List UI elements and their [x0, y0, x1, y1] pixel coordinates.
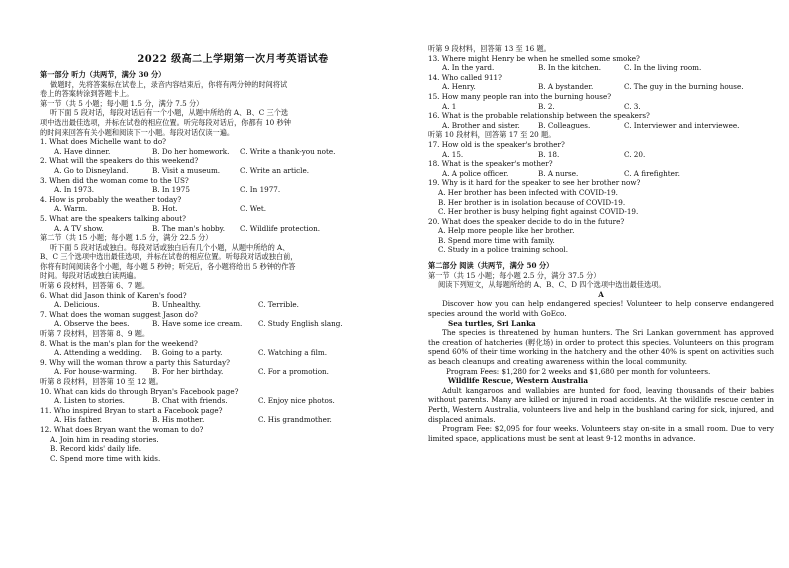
question: 11. Who inspired Bryan to start a Facebook page? — [40, 405, 223, 415]
options-row — [40, 367, 385, 377]
section-heading: 第一节（共 15 小题；每小题 2.5 分，满分 37.5 分） — [428, 270, 601, 280]
options-row — [40, 204, 385, 214]
options-row — [428, 63, 774, 73]
option-a: A. Have dinner. — [54, 146, 111, 156]
options-row — [428, 150, 774, 160]
options-row — [40, 185, 385, 195]
question: 19. Why is it hard for the speaker to see her brother now? — [428, 178, 641, 188]
instructions-line: 卷上的答案转涂到答题卡上。 — [40, 89, 134, 99]
option-b: B. Record kids' daily life. — [50, 444, 142, 454]
option-c: C. His grandmother. — [258, 415, 332, 425]
page-title: 2022 级高二上学期第一次月考英语试卷 — [137, 54, 329, 65]
options-row — [40, 319, 385, 329]
question: 12. What does Bryan want the woman to do? — [40, 424, 204, 434]
question: 18. What is the speaker's mother? — [428, 159, 553, 169]
options-row — [40, 300, 385, 310]
option-b: B. Spend more time with family. — [438, 235, 555, 245]
options-row — [40, 166, 385, 176]
option-b: B. The man's hobby. — [152, 223, 226, 233]
option-b: B. Going to a party. — [152, 348, 223, 358]
listen-instruction: 听第 9 段材料，回答第 13 至 16 题。 — [428, 44, 551, 53]
question: 13. Where might Henry be when he smelled some smoke? — [428, 53, 640, 63]
passage-paragraph: Adult kangaroos and wallabies are hunted for food, leaving thousands of their babies without parents. Many are killed or injured in road accidents. At the wildlife rescue center in Perth, Western Australia, volunteers live and help in the bushland caring for sick, injured, and displaced animals. — [428, 385, 774, 424]
question: 10. What can kids do through Bryan's Facebook page? — [40, 386, 239, 396]
option-b: B. Unhealthy. — [152, 300, 201, 310]
option-a: A. Attending a wedding. — [54, 348, 142, 358]
right-column — [428, 44, 774, 443]
option-b: B. Chat with friends. — [152, 396, 228, 406]
instructions-line: 做题时，先将答案标在试卷上，录音内容结束后，你将有两分钟的时间将试 — [50, 79, 288, 89]
option-a: A. A police officer. — [442, 168, 509, 178]
option-a: A. Brother and sister. — [442, 120, 520, 130]
section-text: 时间。每段对话或独白读两遍。 — [40, 271, 141, 281]
option-c: C. Interviewer and interviewee. — [624, 120, 740, 130]
option-b: B. Colleagues. — [538, 120, 591, 130]
option-a: A. Warm. — [54, 204, 88, 214]
options-row — [40, 415, 385, 425]
option-c: C. A firefighter. — [624, 168, 680, 178]
question: 7. What does the woman suggest Jason do? — [40, 309, 198, 319]
question: 3. When did the woman come to the US? — [40, 175, 189, 185]
passage-paragraph: Discover how you can help endangered species! Volunteer to help conserve endangered species around the world with GoEco. — [428, 299, 774, 319]
option-b: B. For her birthday. — [152, 367, 224, 377]
option-a: A. Listen to stories. — [54, 396, 125, 406]
option-b: B. Do her homework. — [152, 146, 230, 156]
option-b: B. In the kitchen. — [538, 63, 602, 73]
option-a: A. In 1973. — [54, 185, 95, 195]
option-c: C. Spend more time with kids. — [50, 453, 161, 463]
subheading: Sea turtles, Sri Lanka — [448, 318, 536, 328]
option-c: C. In the living room. — [624, 63, 702, 73]
options-row — [428, 169, 774, 179]
option-c: C. The guy in the burning house. — [624, 82, 744, 92]
passage-paragraph: The species is threatened by human hunters. The Sri Lankan government has approved the creation of hatcheries (孵化场) in order to protect this species. Volunteers on this program spend 60% of their time working in the hatchery and the other 40% is spent on activities such as beach cleanups and creating awareness within the local community. — [428, 328, 774, 366]
question: 17. How old is the speaker's brother? — [428, 139, 565, 149]
question: 16. What is the probable relationship between the speakers? — [428, 111, 650, 121]
option-a: A. 15. — [442, 149, 464, 159]
subheading: Wildlife Rescue, Western Australia — [448, 376, 589, 386]
option-a: A. Help more people like her brother. — [438, 226, 575, 236]
section-text: 听下面 5 段对话，每段对话后有一个小题，从题中所给的 A、B、C 三个选 — [50, 108, 289, 118]
options-row — [428, 82, 774, 92]
option-a: A. A TV show. — [54, 223, 104, 233]
listen-instruction: 听第 6 段材料，回答第 6、7 题。 — [40, 281, 150, 291]
reading-instruction: 阅读下列短文，从每题所给的 A、B、C、D 四个选项中选出最佳选项。 — [438, 280, 666, 290]
question: 20. What does the speaker decide to do in the future? — [428, 216, 625, 226]
option-b: B. A bystander. — [538, 82, 594, 92]
passage-label: A — [598, 289, 604, 299]
section-heading: 第一节（共 5 小题；每小题 1.5 分，满分 7.5 分） — [40, 98, 204, 108]
question: 2. What will the speakers do this weekend? — [40, 156, 199, 166]
program-fees: Program Fees: $1,280 for 2 weeks and $1,680 per month for volunteers. — [446, 366, 711, 376]
options-row — [40, 348, 385, 358]
section-text: 项中选出最佳选项，并标在试卷的相应位置。听完每段对话后，你都有 10 秒钟 — [40, 117, 291, 127]
option-c: C. Enjoy nice photos. — [258, 396, 335, 406]
options-row — [40, 396, 385, 406]
option-c: C. For a promotion. — [258, 367, 329, 377]
option-b: B. 18. — [538, 149, 560, 159]
option-c: C. Write an article. — [240, 165, 310, 175]
option-a: A. Her brother has been infected with COVID-19. — [438, 187, 618, 197]
option-c: C. Wildlife protection. — [240, 223, 321, 233]
options-row — [40, 224, 385, 234]
section-text: B、C 三个选项中选出最佳选项，并标在试卷的相应位置。听每段对话或独白前， — [40, 252, 298, 262]
question: 15. How many people ran into the burning house? — [428, 91, 612, 101]
option-a: A. His father. — [54, 415, 102, 425]
option-c: C. Her brother is busy helping fight against COVID-19. — [438, 207, 639, 217]
passage-paragraph: Program Fee: $2,095 for four weeks. Volunteers stay on-site in a small room. Due to very limited space, applications must be sent at least 9-12 months in advance. — [428, 424, 774, 443]
option-c: C. 20. — [624, 149, 646, 159]
question: 5. What are the speakers talking about? — [40, 213, 187, 223]
question: 8. What is the man's plan for the weekend? — [40, 338, 198, 348]
option-c: C. 3. — [624, 101, 641, 111]
question: 4. How is probably the weather today? — [40, 194, 182, 204]
option-a: A. Go to Disneyland. — [54, 165, 129, 175]
question: 6. What did Jason think of Karen's food? — [40, 290, 187, 300]
option-c: C. Study English slang. — [258, 319, 343, 329]
question: 9. Why will the woman throw a party this Saturday? — [40, 357, 230, 367]
left-column — [40, 70, 385, 463]
option-b: B. Her brother is in isolation because of COVID-19. — [438, 197, 626, 207]
part1-heading: 第一部分 听力（共两节，满分 30 分） — [40, 70, 166, 79]
section-heading: 第二节（共 15 小题；每小题 1.5 分，满分 22.5 分） — [40, 233, 213, 243]
option-c: C. Write a thank-you note. — [240, 146, 336, 156]
section-text: 你将有时间阅读各个小题，每小题 5 秒钟；听完后，各小题将给出 5 秒钟的作答 — [40, 261, 296, 271]
option-b: B. In 1975 — [152, 185, 190, 195]
question: 14. Who called 911? — [428, 72, 502, 82]
option-a: A. In the yard. — [442, 63, 495, 73]
option-a: A. Henry. — [442, 82, 476, 92]
option-a: A. For house-warming. — [54, 367, 137, 377]
options-row — [40, 147, 385, 157]
listen-instruction: 听第 10 段材料，回答第 17 至 20 题。 — [428, 130, 556, 140]
option-b: B. Have some ice cream. — [152, 319, 243, 329]
listen-instruction: 听第 7 段材料，回答第 8、9 题。 — [40, 329, 150, 339]
option-b: B. His mother. — [152, 415, 205, 425]
options-row — [428, 102, 774, 112]
option-c: C. In 1977. — [240, 185, 281, 195]
option-c: C. Terrible. — [258, 300, 299, 310]
option-a: A. Delicious. — [54, 300, 100, 310]
option-a: A. 1 — [442, 101, 457, 111]
part2-heading: 第二部分 阅读（共两节，满分 50 分） — [428, 261, 554, 271]
option-b: B. A nurse. — [538, 168, 579, 178]
option-b: B. 2. — [538, 101, 555, 111]
question: 1. What does Michelle want to do? — [40, 137, 166, 147]
option-a: A. Observe the bees. — [54, 319, 130, 329]
option-c: C. Study in a police training school. — [438, 245, 569, 255]
listen-instruction: 听第 8 段材料，回答第 10 至 12 题。 — [40, 377, 163, 386]
option-c: C. Watching a film. — [258, 348, 327, 358]
option-c: C. Wet. — [240, 204, 267, 214]
option-b: B. Hot. — [152, 204, 178, 214]
option-a: A. Join him in reading stories. — [50, 434, 159, 444]
options-row — [428, 121, 774, 131]
option-b: B. Visit a museum. — [152, 165, 221, 175]
section-text: 听下面 5 段对话或独白。每段对话或独白后有几个小题，从题中所给的 A、 — [50, 242, 290, 252]
section-text: 的时间来回答有关小题和阅读下一小题。每段对话仅读一遍。 — [40, 127, 235, 137]
